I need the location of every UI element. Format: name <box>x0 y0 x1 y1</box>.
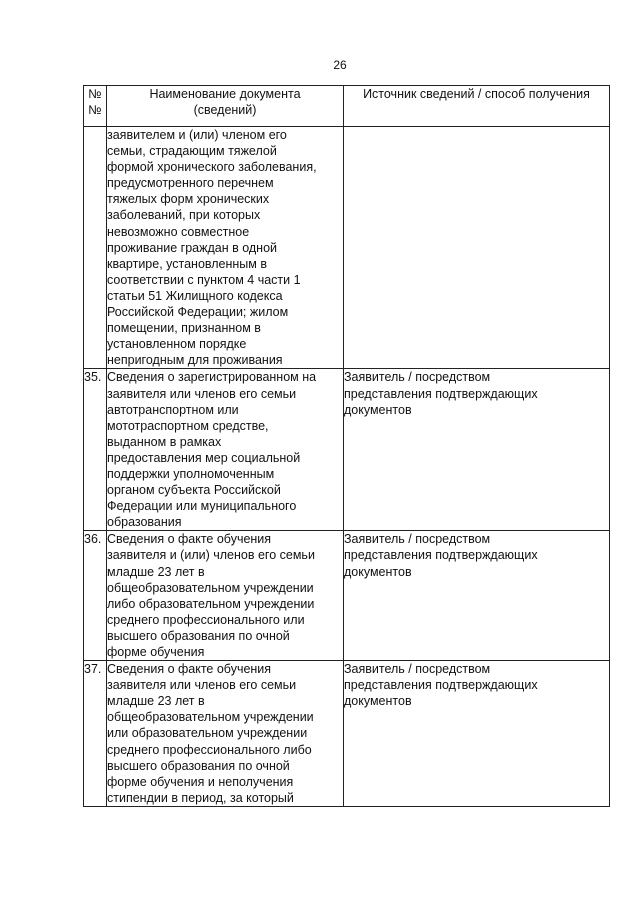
document-name-line: форме обучения <box>107 645 205 659</box>
document-name-line: среднего профессионального либо <box>107 742 312 757</box>
document-name-line: Федерации или муниципального <box>107 499 297 514</box>
document-name-line: статьи 51 Жилищного кодекса <box>107 288 283 303</box>
document-name-line: помещении, признанном в <box>107 321 261 336</box>
source-line: представления подтверждающих <box>344 678 538 693</box>
row-number: 37. <box>84 661 107 807</box>
document-name-line: стипендии в период, за который <box>107 790 294 805</box>
document-name-line: мототраспортном средстве, <box>107 418 269 433</box>
document-name-line: поддержки уполномоченным <box>107 466 275 481</box>
document-name-line: формой хронического заболевания, <box>107 160 317 175</box>
document-name-line: Сведения о факте обучения <box>107 662 272 677</box>
source-line: документов <box>344 694 412 709</box>
document-name-line: среднего профессионального или <box>107 612 305 627</box>
document-name-line: непригодным для проживания <box>107 353 283 368</box>
document-name-line: Российской Федерации; жилом <box>107 305 289 320</box>
source-cell <box>344 531 610 661</box>
document-name-cell <box>107 531 344 661</box>
row-number: 36. <box>84 531 107 661</box>
document-name-line: форме обучения и неполучения <box>107 774 294 789</box>
source-line: представления подтверждающих <box>344 386 538 401</box>
table-header-row <box>84 86 610 127</box>
source-line: Заявитель / посредством <box>344 662 491 677</box>
document-name-line: или образовательном учреждении <box>107 726 308 741</box>
document-name-line: предусмотренного перечнем <box>107 176 274 191</box>
source-cell <box>344 661 610 807</box>
source-line: документов <box>344 564 412 579</box>
header-source <box>344 86 610 127</box>
table-row <box>84 127 610 369</box>
document-name-cell <box>107 369 344 531</box>
documents-table <box>83 85 610 807</box>
source-line: представления подтверждающих <box>344 548 538 563</box>
header-document-name <box>107 86 344 127</box>
document-name-line: автотранспортном или <box>107 402 239 417</box>
source-cell <box>344 369 610 531</box>
source-cell <box>344 127 610 369</box>
document-name-cell <box>107 127 344 369</box>
table-body <box>84 127 610 807</box>
document-name-line: заявителем и (или) членом его <box>107 128 287 142</box>
document-name-line: высшего образования по очной <box>107 628 290 643</box>
table-row <box>84 369 610 531</box>
row-number <box>84 127 107 369</box>
source-line: Заявитель / посредством <box>344 370 491 385</box>
document-name-line: выданном в рамках <box>107 434 222 449</box>
document-name-line: соответствии с пунктом 4 части 1 <box>107 272 301 287</box>
document-name-line: либо образовательном учреждении <box>107 596 315 611</box>
source-line: документов <box>344 402 412 417</box>
document-name-line: общеобразовательном учреждении <box>107 580 314 595</box>
document-name-line: невозможно совместное <box>107 224 250 239</box>
header-number <box>84 86 107 127</box>
header-source-line: Источник сведений / способ получения <box>363 87 590 101</box>
document-name-line: органом субъекта Российской <box>107 483 281 498</box>
document-name-line: заявителя или членов его семьи <box>107 678 297 693</box>
document-name-line: Сведения о зарегистрированном на <box>107 370 317 385</box>
header-number-line: № <box>88 103 102 117</box>
document-name-line: установленном порядке <box>107 337 247 352</box>
header-document-line: (сведений) <box>193 103 257 117</box>
header-document-line: Наименование документа <box>149 87 301 101</box>
document-name-line: младше 23 лет в <box>107 564 205 579</box>
document-name-cell <box>107 661 344 807</box>
document-name-line: высшего образования по очной <box>107 758 290 773</box>
page-number: 26 <box>333 58 347 72</box>
document-name-line: семьи, страдающим тяжелой <box>107 144 277 159</box>
row-number: 35. <box>84 369 107 531</box>
header-number-line: № <box>88 87 102 101</box>
document-name-line: образования <box>107 515 182 530</box>
table-row <box>84 531 610 661</box>
document-name-line: заявителя и (или) членов его семьи <box>107 548 315 563</box>
document-name-line: Сведения о факте обучения <box>107 532 272 547</box>
document-name-line: общеобразовательном учреждении <box>107 710 314 725</box>
table-row <box>84 661 610 807</box>
document-name-line: заявителя или членов его семьи <box>107 386 297 401</box>
source-line: Заявитель / посредством <box>344 532 491 547</box>
document-name-line: квартире, установленным в <box>107 256 268 271</box>
document-name-line: тяжелых форм хронических <box>107 192 270 207</box>
document-name-line: предоставления мер социальной <box>107 450 301 465</box>
document-name-line: проживание граждан в одной <box>107 240 278 255</box>
document-name-line: заболеваний, при которых <box>107 208 261 223</box>
document-name-line: младше 23 лет в <box>107 694 205 709</box>
